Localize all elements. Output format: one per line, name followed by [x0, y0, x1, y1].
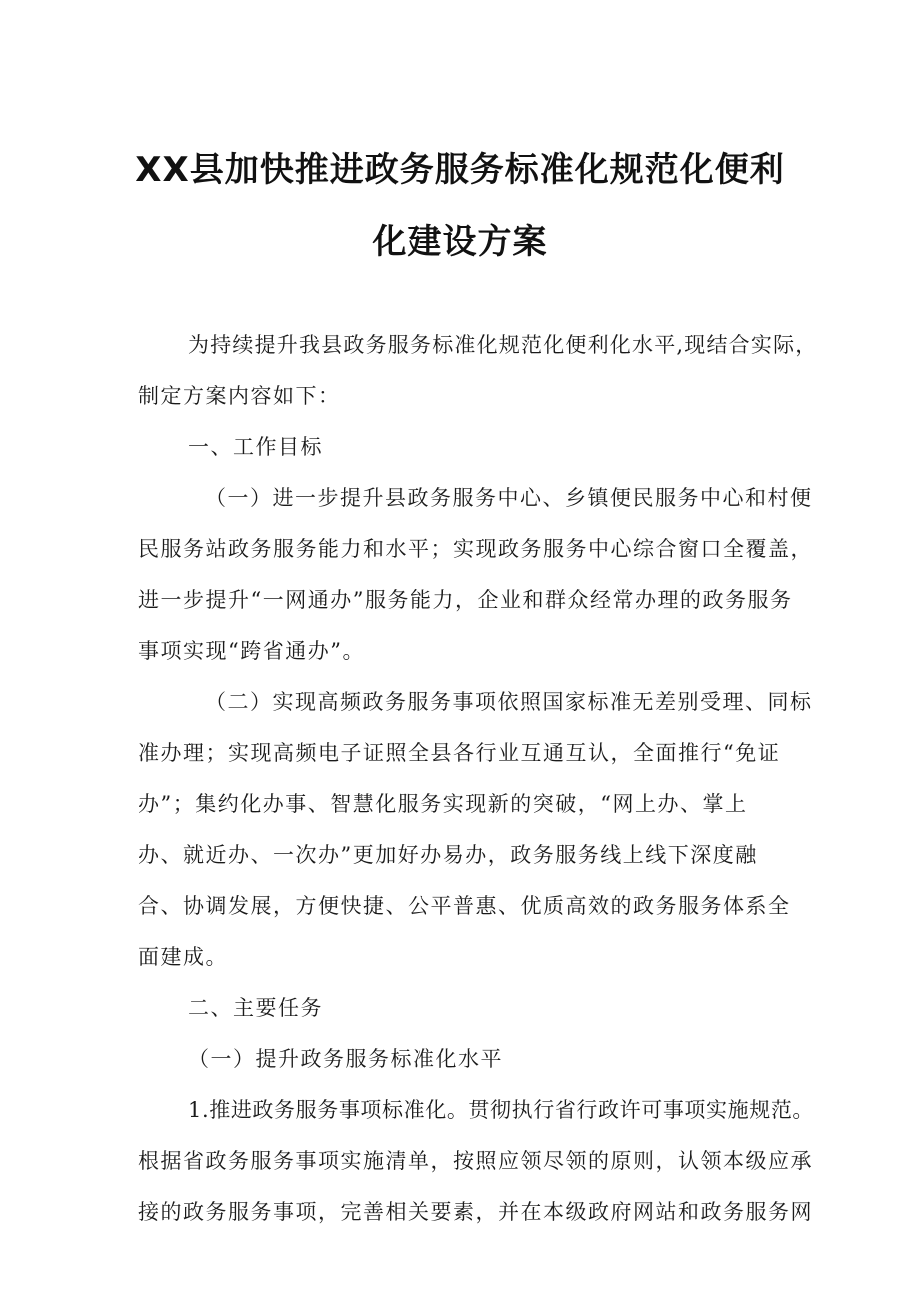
paragraph-task-1-line-3: 接的政务服务事项，完善相关要素，并在本级政府网站和政务服务网: [138, 1200, 813, 1224]
paragraph-intro-line-1: 为持续提升我县政务服务标准化规范化便利化水平,现结合实际，: [188, 333, 818, 357]
paragraph-goal-1-line-1: （一）进一步提升县政务服务中心、乡镇便民服务中心和村便: [205, 486, 813, 510]
subsection-heading-standardization: （一）提升政务服务标准化水平: [188, 1047, 503, 1071]
paragraph-goal-1-line-3: 进一步提升“一网通办”服务能力，企业和群众经常办理的政务服务: [138, 588, 793, 612]
paragraph-task-1-line-2: 根据省政务服务事项实施清单，按照应领尽领的原则，认领本级应承: [138, 1149, 813, 1173]
paragraph-goal-2-line-4: 办、就近办、一次办”更加好办易办，政务服务线上线下深度融: [138, 843, 758, 867]
section-heading-work-goals: 一、工作目标: [188, 435, 323, 459]
document-title-line-2: 化建设方案: [372, 222, 548, 262]
paragraph-task-1-line-1: 1.推进政务服务事项标准化。贯彻执行省行政许可事项实施规范。: [188, 1098, 815, 1122]
document-title-line-1: XX县加快推进政务服务标准化规范化便利: [135, 150, 785, 190]
paragraph-goal-1-line-4: 事项实现“跨省通办”。: [138, 639, 365, 663]
paragraph-goal-2-line-5: 合、协调发展，方便快捷、公平普惠、优质高效的政务服务体系全: [138, 894, 791, 918]
paragraph-goal-2-line-1: （二）实现高频政务服务事项依照国家标准无差别受理、同标: [205, 690, 813, 714]
paragraph-intro-line-2: 制定方案内容如下：: [138, 384, 341, 408]
paragraph-goal-1-line-2: 民服务站政务服务能力和水平；实现政务服务中心综合窗口全覆盖，: [138, 537, 813, 561]
paragraph-goal-2-line-6: 面建成。: [138, 945, 228, 969]
paragraph-goal-2-line-3: 办”；集约化办事、智慧化服务实现新的突破，“网上办、掌上: [138, 792, 748, 816]
paragraph-goal-2-line-2: 准办理；实现高频电子证照全县各行业互通互认，全面推行“免证: [138, 741, 781, 765]
section-heading-main-tasks: 二、主要任务: [188, 996, 323, 1020]
